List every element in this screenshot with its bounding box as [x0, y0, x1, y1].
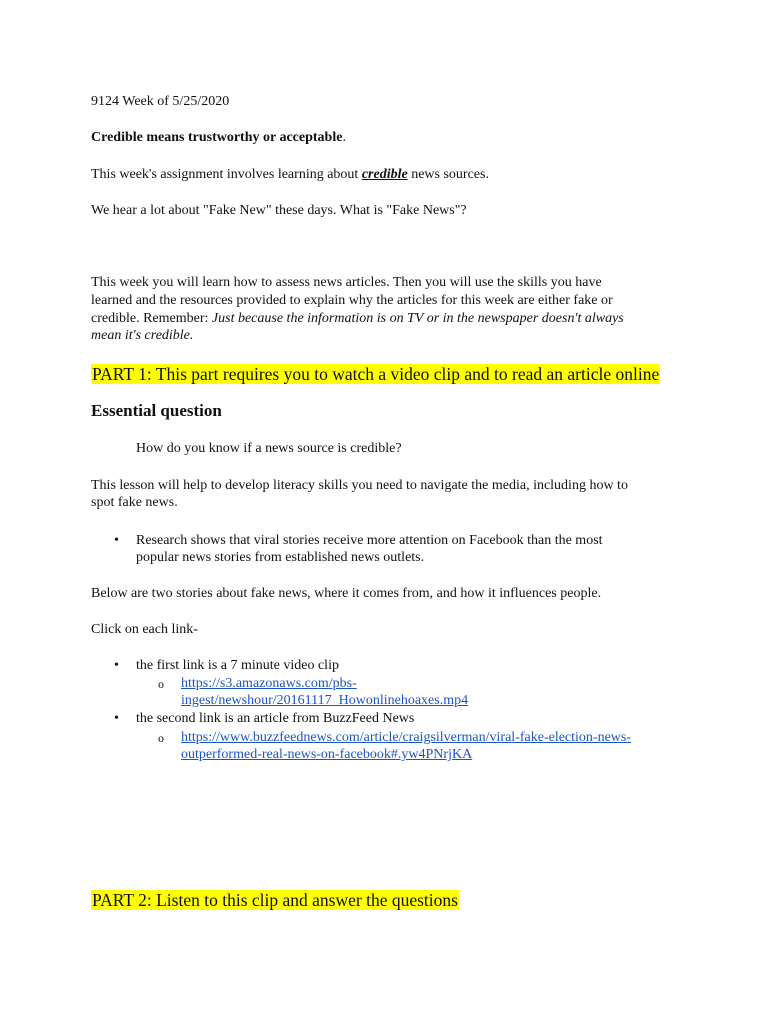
intro-line-3-italic: Just because the information is on TV or in the newspaper doesn't always — [211, 311, 624, 326]
article-link-line-1[interactable]: https://www.buzzfeednews.com/article/craigsilverman/viral-fake-election-news- — [181, 730, 632, 745]
part1-heading: PART 1: This part requires you to watch a video clip and to read an article online — [92, 364, 660, 384]
intro-line-2: learned and the resources provided to explain why the articles for this week are either fake or — [91, 293, 613, 308]
bullet-icon: • — [114, 711, 119, 726]
click-line: Click on each link- — [91, 622, 198, 637]
bullet-icon: • — [114, 533, 119, 548]
lesson-line-2: spot fake news. — [91, 495, 178, 510]
assignment-line — [91, 166, 489, 184]
definition-bold: Credible means trustworthy or acceptable — [91, 130, 343, 145]
video-link-line-2[interactable]: ingest/newshour/20161117_Howonlinehoaxes.mp4 — [181, 693, 469, 708]
lesson-line-1: This lesson will help to develop literacy skills you need to navigate the media, including how to — [91, 478, 628, 493]
header-line: 9124 Week of 5/25/2020 — [91, 94, 230, 109]
essential-question-text: How do you know if a news source is credible? — [136, 441, 402, 456]
definition-end: . — [342, 130, 346, 145]
part2-heading: PART 2: Listen to this clip and answer the questions — [92, 890, 458, 910]
assignment-post: news sources. — [407, 167, 489, 182]
sub-bullet-icon: o — [158, 731, 164, 745]
sub-bullet-icon: o — [158, 677, 164, 691]
article-link-line-2[interactable]: outperformed-real-news-on-facebook#.yw4PNrjKA — [181, 747, 473, 762]
intro-line-1: This week you will learn how to assess news articles. Then you will use the skills you have — [91, 275, 602, 290]
intro-line-3-prefix: credible. Remember: — [91, 311, 212, 326]
video-item-text: the first link is a 7 minute video clip — [136, 658, 339, 673]
bullet-research-line-2: popular news stories from established news outlets. — [136, 550, 425, 565]
assignment-pre: This week's assignment involves learning about — [91, 167, 362, 182]
bullet-research-line-1: Research shows that viral stories receive more attention on Facebook than the most — [136, 533, 603, 548]
assignment-credible-emphasis: credible — [361, 167, 408, 182]
intro-line-4: mean it's credible. — [91, 328, 194, 343]
bullet-icon: • — [114, 658, 119, 673]
video-link-line-1[interactable]: https://s3.amazonaws.com/pbs- — [181, 676, 357, 691]
definition-line — [91, 129, 346, 147]
fake-news-question: We hear a lot about "Fake New" these days. What is "Fake News"? — [91, 203, 467, 218]
essential-question-heading: Essential question — [91, 401, 222, 420]
intro-line-3 — [91, 310, 624, 328]
part1-heading-row — [91, 363, 660, 386]
article-item-text: the second link is an article from BuzzFeed News — [136, 711, 415, 726]
below-line: Below are two stories about fake news, where it comes from, and how it influences people. — [91, 586, 602, 601]
part2-heading-row — [91, 889, 459, 912]
